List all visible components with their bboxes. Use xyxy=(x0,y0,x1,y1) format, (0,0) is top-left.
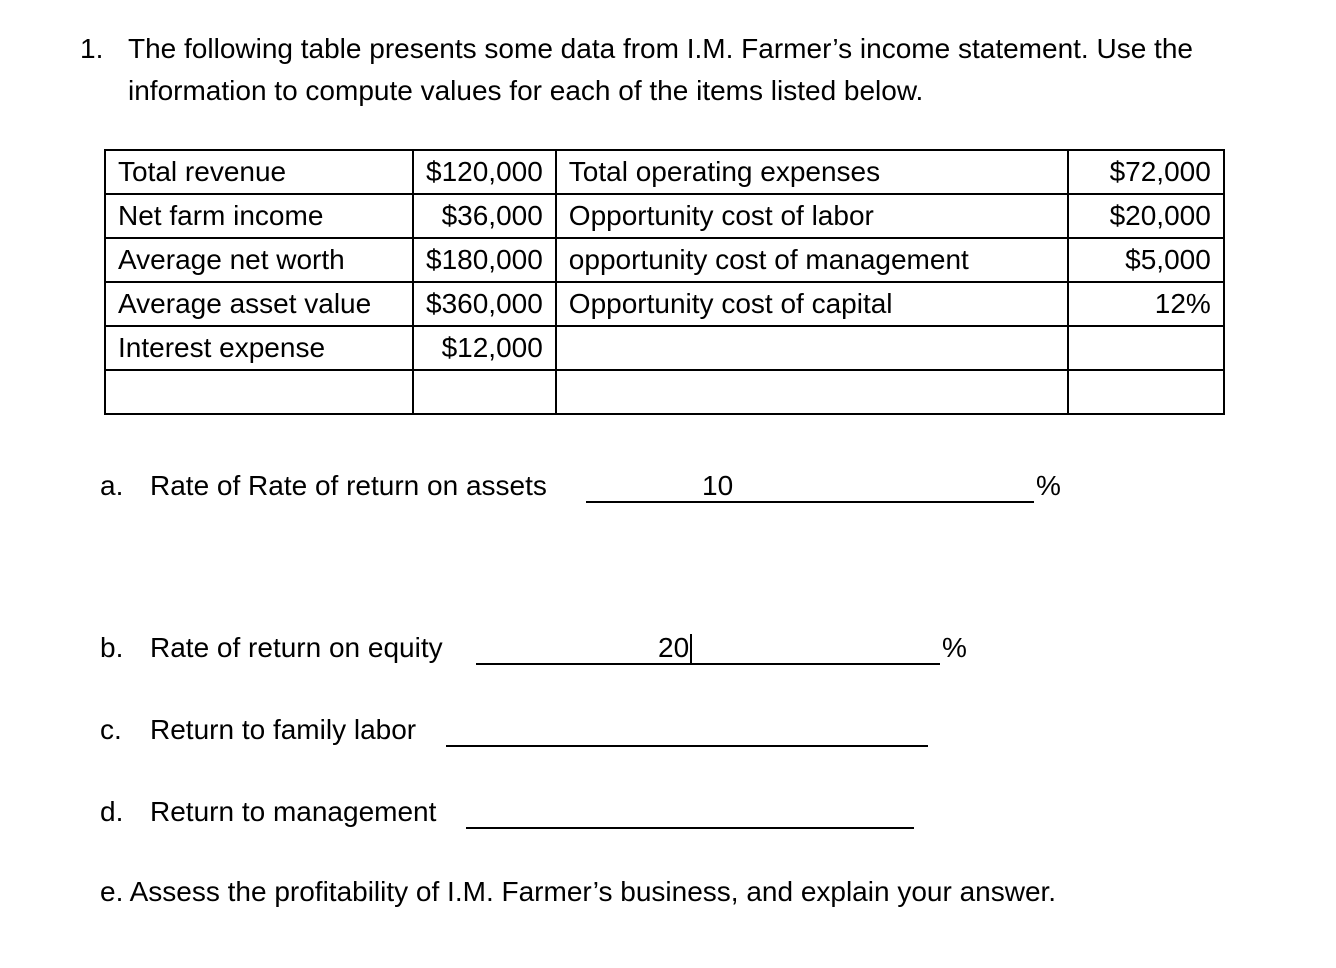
item-a-answer[interactable]: 10 xyxy=(702,470,734,501)
table-row xyxy=(105,238,1224,282)
table-row xyxy=(105,194,1224,238)
table-row xyxy=(105,282,1224,326)
item-b-letter: b. xyxy=(100,632,124,663)
item-d-answer-line[interactable] xyxy=(466,827,914,829)
table-cell-value xyxy=(413,370,556,414)
text-cursor xyxy=(690,634,692,664)
income-statement-table xyxy=(104,149,1225,415)
table-cell-label: Interest expense xyxy=(105,326,413,370)
item-e: e. Assess the profitability of I.M. Farmer’s business, and explain your answer. xyxy=(100,876,1057,907)
table-row xyxy=(105,370,1224,414)
table-cell-value: $5,000 xyxy=(1068,238,1224,282)
table-cell-value: $12,000 xyxy=(413,326,556,370)
table-cell-value: $360,000 xyxy=(413,282,556,326)
item-a-percent: % xyxy=(1036,470,1061,501)
table-cell-label: opportunity cost of management xyxy=(556,238,1068,282)
item-b-answer-line[interactable] xyxy=(476,663,940,665)
table-cell-label: Average asset value xyxy=(105,282,413,326)
table-cell-value: $36,000 xyxy=(413,194,556,238)
question-number: 1. xyxy=(80,33,104,64)
table-cell-value xyxy=(1068,326,1224,370)
table-cell-label: Opportunity cost of capital xyxy=(556,282,1068,326)
table-cell-value: $20,000 xyxy=(1068,194,1224,238)
table-cell-label xyxy=(556,326,1068,370)
table-row xyxy=(105,150,1224,194)
table-cell-label: Opportunity cost of labor xyxy=(556,194,1068,238)
item-d-letter: d. xyxy=(100,796,124,827)
item-b-percent: % xyxy=(942,632,967,663)
item-c-label: Return to family labor xyxy=(150,714,417,745)
item-c-letter: c. xyxy=(100,714,122,745)
table-cell-label: Total operating expenses xyxy=(556,150,1068,194)
item-b-label: Rate of return on equity xyxy=(150,632,443,663)
table-cell-value: $72,000 xyxy=(1068,150,1224,194)
table-cell-label xyxy=(556,370,1068,414)
item-a-label: Rate of Rate of return on assets xyxy=(150,470,547,501)
table-cell-value: $120,000 xyxy=(413,150,556,194)
table-cell-value: 12% xyxy=(1068,282,1224,326)
table-row xyxy=(105,326,1224,370)
question-text: The following table presents some data from I.M. Farmer’s income statement. Use the information to compute values for each of the items listed below. xyxy=(128,33,1193,106)
item-d-label: Return to management xyxy=(150,796,437,827)
table-cell-label: Average net worth xyxy=(105,238,413,282)
item-b-answer[interactable]: 20 xyxy=(658,632,690,663)
item-c-answer-line[interactable] xyxy=(446,745,928,747)
table-cell-label xyxy=(105,370,413,414)
question-1 xyxy=(80,28,1320,112)
table-cell-value: $180,000 xyxy=(413,238,556,282)
table-cell-label: Total revenue xyxy=(105,150,413,194)
item-a-letter: a. xyxy=(100,470,124,501)
item-a-answer-line[interactable] xyxy=(586,501,1034,503)
table-cell-label: Net farm income xyxy=(105,194,413,238)
table-cell-value xyxy=(1068,370,1224,414)
